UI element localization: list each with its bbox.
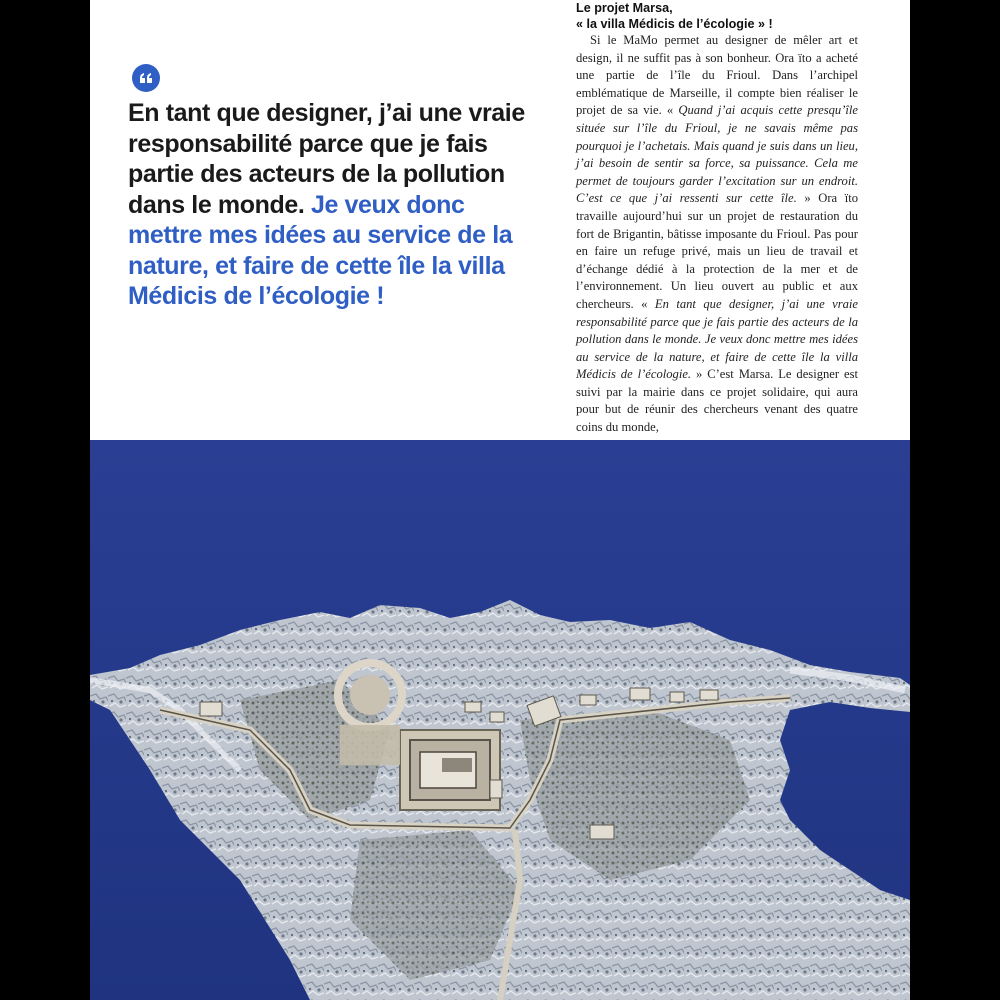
pull-quote — [128, 98, 528, 312]
right-margin-black — [910, 0, 1000, 1000]
paragraph-text-1: Si le MaMo permet au designer de mêler art et design, il ne suffit pas à son bonheur. Ora ïto a acheté une partie de l’île du Frioul. Dans l’archipel emblématique de Marseille, il compte bien réaliser le projet de sa vie. « — [576, 33, 858, 118]
pull-quote-dark-text: En tant que designer, j’ai une vraie responsabilité parce que je fais partie des acteurs de la pollution dans le monde. — [128, 99, 525, 219]
paragraph-text-3: » C’est Marsa. Le designer est suivi par la mairie dans ce projet solidaire, qui aura pour but de réunir des chercheurs venant des quatre coins du monde, — [576, 367, 858, 435]
paragraph-italic-1: Quand j’ai acquis cette presqu’île située sur l’île du Frioul, je ne savais même pas pourquoi je l’achetais. Mais quand je suis dans un lieu, j’ai besoin de sentir sa force, sa puissance. Cela me permet de toujours garder l’excitation sur un endroit. C’est ce que j’ai ressenti sur cette île. — [576, 103, 859, 206]
paragraph-text-2: » Ora ïto travaille aujourd’hui sur un projet de restauration du fort de Brigantin, bâtisse imposante du Frioul. Pas pour en faire un refuge privé, mais un lieu de travail et d’échange dédié à la protection de la mer et de l’environnement. Un lieu ouvert au public et aux chercheurs. « — [576, 191, 858, 311]
article-heading-line1: Le projet Marsa, — [576, 1, 673, 15]
article-paragraph — [576, 32, 858, 437]
magazine-page — [90, 0, 910, 1000]
quote-icon — [132, 64, 160, 92]
paragraph-italic-2: En tant que designer, j’ai une vraie responsabilité parce que je fais partie des acteurs de la pollution dans le monde. Je veux donc mettre mes idées au service de la nature, et faire de cette île la villa Médicis de l’écologie. — [576, 296, 859, 382]
pull-quote-blue-text: Je veux donc mettre mes idées au service de la nature, et faire de cette île la villa Médicis de l’écologie ! — [128, 190, 513, 310]
article-column — [576, 0, 858, 437]
left-margin-black — [0, 0, 90, 1000]
article-heading-line2: « la villa Médicis de l’écologie » ! — [576, 17, 773, 31]
article-heading — [576, 0, 858, 32]
aerial-island-photo — [90, 440, 910, 1000]
